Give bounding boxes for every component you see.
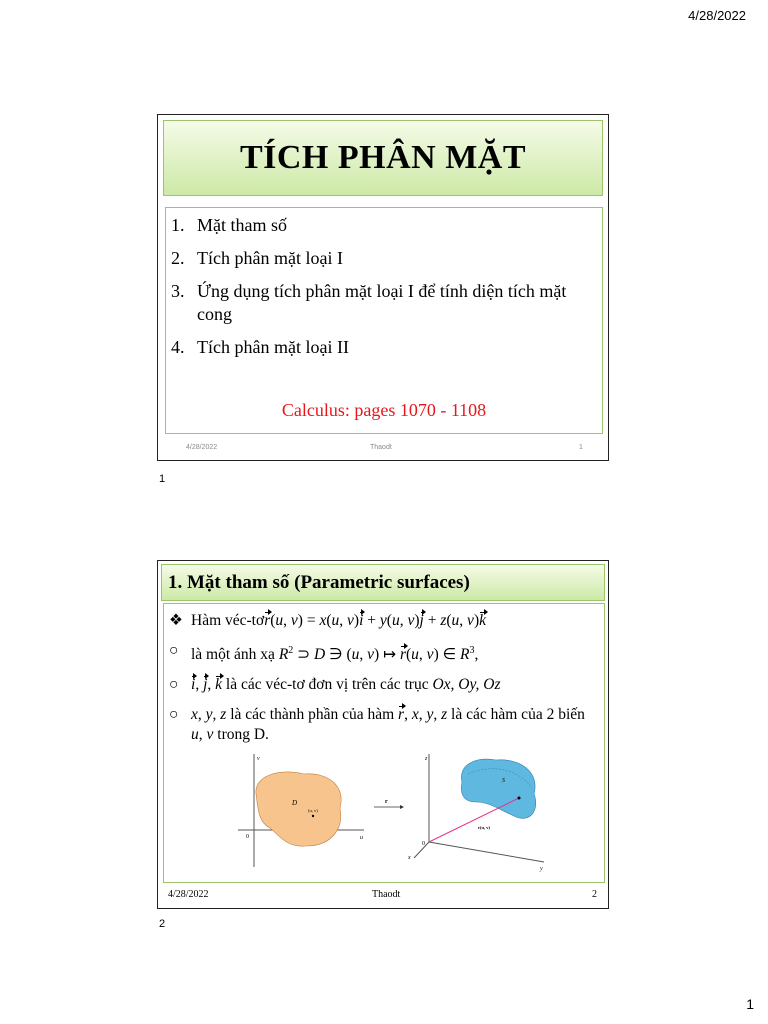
- surface-S: [461, 759, 535, 818]
- slide-2-title: 1. Mặt tham số (Parametric surfaces): [161, 564, 605, 601]
- map-label: r: [385, 799, 388, 805]
- circle-bullet-icon: ○: [169, 642, 179, 659]
- outline-item: 1. Mặt tham số: [171, 215, 287, 235]
- right-x-axis-label: x: [408, 855, 411, 861]
- vector-label: r(u, v): [478, 825, 490, 830]
- outline-item: 4. Tích phân mặt loại II: [171, 337, 349, 357]
- point-label: (u, v): [308, 808, 318, 813]
- bullet-item: ❖ Hàm véc-tơr(u, v) = x(u, v)i + y(u, v)j + z(u, v)k: [169, 612, 486, 629]
- page-number: 1: [746, 996, 754, 1012]
- arrow-head-icon: [400, 805, 404, 809]
- position-vector: [429, 798, 519, 842]
- footer-author: Thaodt: [370, 444, 392, 451]
- bullet-list: [169, 611, 599, 755]
- header-date: 4/28/2022: [688, 8, 746, 23]
- footer-slide-number: 1: [579, 444, 583, 451]
- footer-date: 4/28/2022: [168, 889, 209, 900]
- outline-item: 3. Ứng dụng tích phân mặt loại I để tính diện tích mặt cong: [171, 281, 567, 324]
- slide-1-content: [165, 207, 603, 434]
- reference-text: Calculus: pages 1070 - 1108: [281, 400, 487, 420]
- footer-author: Thaodt: [372, 889, 401, 900]
- slide-1: [157, 114, 609, 461]
- slide-1-title: TÍCH PHÂN MẶT: [163, 120, 603, 196]
- surface-point: [518, 797, 521, 800]
- bullet-item: ○ x, y, z là các thành phần của hàm r, x, y, z là các hàm của 2 biến u, v trong D.: [169, 706, 585, 744]
- circle-bullet-icon: ○: [169, 706, 179, 724]
- right-y-axis-label: y: [540, 866, 543, 872]
- right-y-axis: [429, 842, 544, 862]
- parametric-surface-figure: [234, 752, 554, 872]
- slide-1-number: 1: [159, 473, 166, 485]
- right-origin-label: 0: [422, 841, 425, 847]
- bullet-item: ○ là một ánh xạ $R^2$ ⊃ D ∋ (u, v) ↦ r(u, v) ∈ $R^3$,: [169, 642, 479, 664]
- footer-date: 4/28/2022: [186, 444, 218, 451]
- right-z-axis-label: z: [425, 756, 428, 762]
- left-u-axis-label: u: [360, 835, 363, 841]
- domain-point: [312, 815, 314, 817]
- slide-2: [157, 560, 609, 909]
- left-origin-label: 0: [246, 834, 249, 840]
- surface-label: S: [502, 778, 505, 784]
- footer-slide-number: 2: [592, 889, 597, 900]
- region-label: D: [292, 799, 298, 807]
- diamond-bullet-icon: ❖: [169, 612, 183, 629]
- circle-bullet-icon: ○: [169, 676, 179, 694]
- outline-item: 2. Tích phân mặt loại I: [171, 248, 343, 268]
- outline-list: [171, 214, 596, 369]
- slide-2-number: 2: [159, 918, 166, 930]
- slide-2-content: [163, 603, 605, 883]
- left-v-axis-label: v: [257, 756, 260, 762]
- domain-region: [256, 772, 341, 846]
- bullet-item: ○ i, j, k là các véc-tơ đơn vị trên các trục Ox, Oy, Oz: [169, 676, 501, 694]
